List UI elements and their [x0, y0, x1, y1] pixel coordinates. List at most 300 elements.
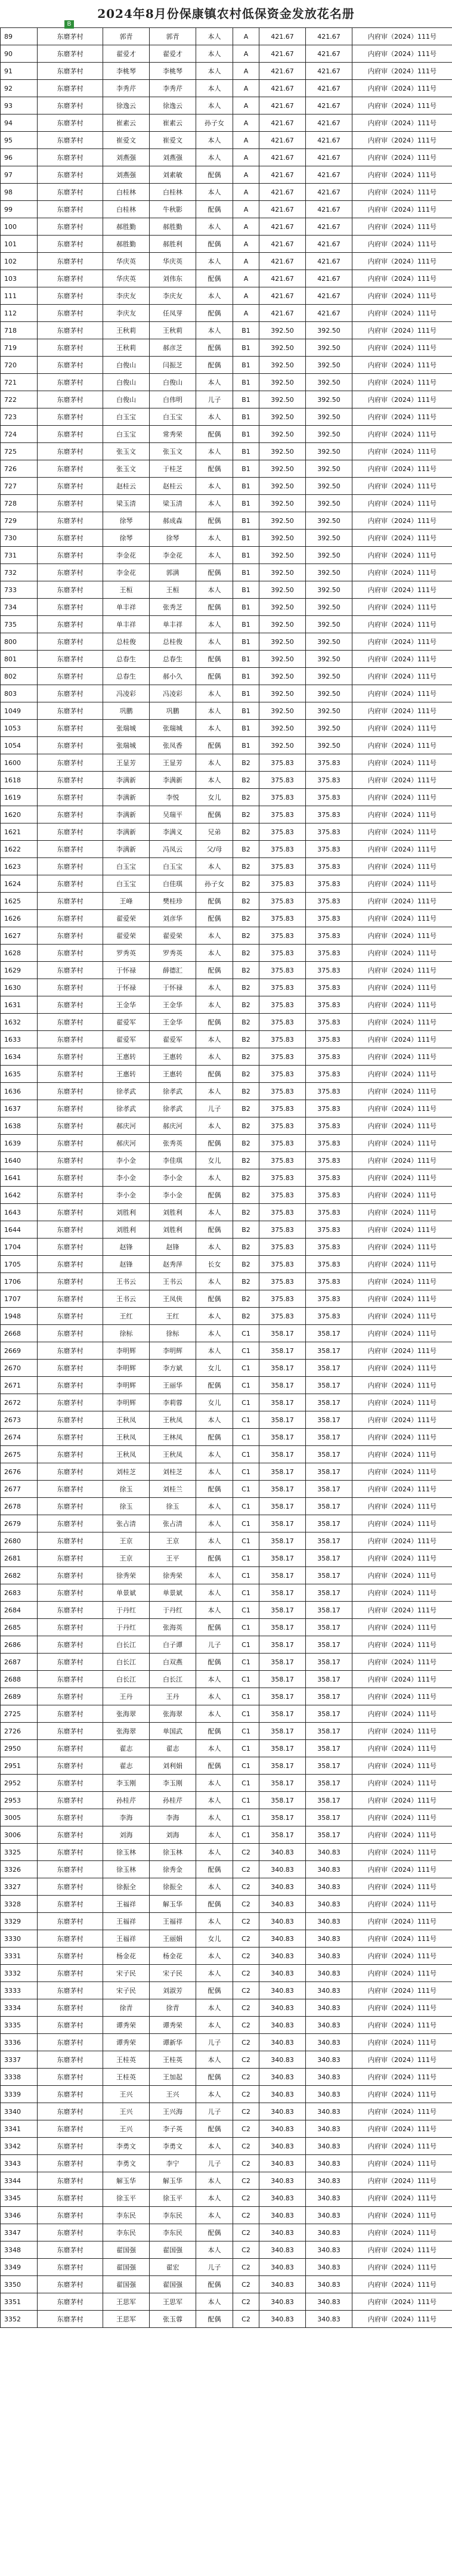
relation-cell: 本人	[196, 80, 233, 97]
table-row	[1, 1117, 452, 1135]
table-row	[1, 1411, 452, 1429]
standard-amount-cell: 392.50	[259, 408, 306, 426]
relation-cell: 配偶	[196, 1221, 233, 1239]
household-head-cell: 翟国强	[103, 2276, 150, 2293]
serial-number-cell: 2726	[1, 1723, 38, 1740]
paid-amount-cell: 340.83	[306, 2311, 352, 2328]
member-name-cell: 常秀荣	[150, 426, 196, 443]
table-row	[1, 201, 452, 218]
household-head-cell: 张瑞城	[103, 720, 150, 737]
serial-number-cell: 103	[1, 270, 38, 287]
member-name-cell: 李玉刚	[150, 1775, 196, 1792]
category-cell: C2	[233, 2241, 259, 2259]
village-cell: 东磨茅村	[38, 149, 103, 166]
village-cell: 东磨茅村	[38, 2293, 103, 2311]
standard-amount-cell: 340.83	[259, 2103, 306, 2120]
household-head-cell: 徐玉林	[103, 1861, 150, 1878]
relation-cell: 配偶	[196, 806, 233, 823]
village-cell: 东磨茅村	[38, 1481, 103, 1498]
standard-amount-cell: 375.83	[259, 1308, 306, 1325]
table-row	[1, 1654, 452, 1671]
approval-doc-cell: 内府审（2024）111号	[352, 1083, 452, 1100]
serial-number-cell: 2680	[1, 1532, 38, 1550]
relation-cell: 配偶	[196, 339, 233, 357]
serial-number-cell: 2683	[1, 1584, 38, 1602]
approval-doc-cell: 内府审（2024）111号	[352, 63, 452, 80]
standard-amount-cell: 421.67	[259, 149, 306, 166]
standard-amount-cell: 340.83	[259, 2293, 306, 2311]
approval-doc-cell: 内府审（2024）111号	[352, 2293, 452, 2311]
serial-number-cell: 1704	[1, 1239, 38, 1256]
relation-cell: 本人	[196, 772, 233, 789]
member-name-cell: 张玉蓉	[150, 2311, 196, 2328]
category-cell: B1	[233, 651, 259, 668]
household-head-cell: 李满新	[103, 789, 150, 806]
village-cell: 东磨茅村	[38, 910, 103, 927]
standard-amount-cell: 340.83	[259, 2138, 306, 2155]
serial-number-cell: 1634	[1, 1048, 38, 1066]
category-cell: B1	[233, 737, 259, 754]
paid-amount-cell: 358.17	[306, 1826, 352, 1844]
paid-amount-cell: 421.67	[306, 305, 352, 322]
serial-number-cell: 2671	[1, 1377, 38, 1394]
serial-number-cell: 3348	[1, 2241, 38, 2259]
relation-cell: 本人	[196, 2190, 233, 2207]
village-cell: 东磨茅村	[38, 201, 103, 218]
village-cell: 东磨茅村	[38, 1446, 103, 1463]
standard-amount-cell: 392.50	[259, 357, 306, 374]
village-cell: 东磨茅村	[38, 97, 103, 114]
category-cell: B2	[233, 1152, 259, 1169]
paid-amount-cell: 375.83	[306, 910, 352, 927]
serial-number-cell: 800	[1, 633, 38, 651]
member-name-cell: 王丹	[150, 1688, 196, 1705]
village-cell: 东磨茅村	[38, 1948, 103, 1965]
table-row	[1, 720, 452, 737]
paid-amount-cell: 421.67	[306, 149, 352, 166]
relation-cell: 本人	[196, 1792, 233, 1809]
category-cell: B1	[233, 495, 259, 512]
standard-amount-cell: 375.83	[259, 1290, 306, 1308]
table-row	[1, 754, 452, 772]
member-name-cell: 张占清	[150, 1515, 196, 1532]
village-cell: 东磨茅村	[38, 1999, 103, 2017]
paid-amount-cell: 375.83	[306, 754, 352, 772]
approval-doc-cell: 内府审（2024）111号	[352, 2086, 452, 2103]
serial-number-cell: 2951	[1, 1757, 38, 1775]
paid-amount-cell: 421.67	[306, 28, 352, 45]
member-name-cell: 徐玉平	[150, 2190, 196, 2207]
standard-amount-cell: 358.17	[259, 1671, 306, 1688]
village-cell: 东磨茅村	[38, 1705, 103, 1723]
relation-cell: 本人	[196, 149, 233, 166]
relation-cell: 女儿	[196, 1152, 233, 1169]
approval-doc-cell: 内府审（2024）111号	[352, 2311, 452, 2328]
approval-doc-cell: 内府审（2024）111号	[352, 1187, 452, 1204]
standard-amount-cell: 392.50	[259, 322, 306, 339]
table-row	[1, 1394, 452, 1411]
category-cell: B2	[233, 1308, 259, 1325]
village-cell: 东磨茅村	[38, 1014, 103, 1031]
table-row	[1, 1550, 452, 1567]
village-cell: 东磨茅村	[38, 2207, 103, 2224]
household-head-cell: 李小金	[103, 1169, 150, 1187]
approval-doc-cell: 内府审（2024）111号	[352, 166, 452, 184]
approval-doc-cell: 内府审（2024）111号	[352, 97, 452, 114]
standard-amount-cell: 358.17	[259, 1567, 306, 1584]
household-head-cell: 王桂英	[103, 2069, 150, 2086]
village-cell: 东磨茅村	[38, 685, 103, 702]
serial-number-cell: 112	[1, 305, 38, 322]
table-row	[1, 1221, 452, 1239]
table-row	[1, 962, 452, 979]
table-row	[1, 1014, 452, 1031]
serial-number-cell: 1619	[1, 789, 38, 806]
table-row	[1, 945, 452, 962]
standard-amount-cell: 358.17	[259, 1688, 306, 1705]
approval-doc-cell: 内府审（2024）111号	[352, 1239, 452, 1256]
relation-cell: 儿子	[196, 2034, 233, 2051]
household-head-cell: 刘胜利	[103, 1204, 150, 1221]
serial-number-cell: 1600	[1, 754, 38, 772]
household-head-cell: 翟志	[103, 1757, 150, 1775]
serial-number-cell: 2669	[1, 1342, 38, 1360]
village-cell: 东磨茅村	[38, 1325, 103, 1342]
standard-amount-cell: 392.50	[259, 530, 306, 547]
paid-amount-cell: 340.83	[306, 1930, 352, 1948]
table-row	[1, 2241, 452, 2259]
standard-amount-cell: 358.17	[259, 1826, 306, 1844]
household-head-cell: 崔素云	[103, 114, 150, 132]
category-cell: B1	[233, 668, 259, 685]
serial-number-cell: 1639	[1, 1135, 38, 1152]
household-head-cell: 李庆友	[103, 287, 150, 305]
village-cell: 东磨茅村	[38, 1602, 103, 1619]
village-cell: 东磨茅村	[38, 253, 103, 270]
standard-amount-cell: 358.17	[259, 1705, 306, 1723]
member-name-cell: 徐逸云	[150, 97, 196, 114]
standard-amount-cell: 375.83	[259, 1187, 306, 1204]
relation-cell: 本人	[196, 547, 233, 564]
member-name-cell: 徐秀金	[150, 1861, 196, 1878]
serial-number-cell: 1629	[1, 962, 38, 979]
serial-number-cell: 1626	[1, 910, 38, 927]
village-cell: 东磨茅村	[38, 1844, 103, 1861]
approval-doc-cell: 内府审（2024）111号	[352, 1308, 452, 1325]
household-head-cell: 郝胜勤	[103, 218, 150, 236]
village-cell: 东磨茅村	[38, 633, 103, 651]
category-cell: A	[233, 270, 259, 287]
table-row	[1, 408, 452, 426]
table-row	[1, 1083, 452, 1100]
table-row	[1, 1135, 452, 1152]
paid-amount-cell: 375.83	[306, 1204, 352, 1221]
relation-cell: 父/母	[196, 841, 233, 858]
paid-amount-cell: 392.50	[306, 564, 352, 581]
category-cell: C2	[233, 1965, 259, 1982]
relation-cell: 本人	[196, 979, 233, 996]
category-cell: C2	[233, 2276, 259, 2293]
member-name-cell: 任凤芽	[150, 305, 196, 322]
category-cell: B2	[233, 806, 259, 823]
village-cell: 东磨茅村	[38, 478, 103, 495]
table-row	[1, 927, 452, 945]
household-head-cell: 梁玉清	[103, 495, 150, 512]
household-head-cell: 总春生	[103, 651, 150, 668]
member-name-cell: 王秋凤	[150, 1411, 196, 1429]
household-head-cell: 于丹红	[103, 1619, 150, 1636]
household-head-cell: 王书云	[103, 1290, 150, 1308]
category-cell: C1	[233, 1602, 259, 1619]
village-cell: 东磨茅村	[38, 2224, 103, 2241]
category-cell: B1	[233, 530, 259, 547]
paid-amount-cell: 340.83	[306, 2241, 352, 2259]
member-name-cell: 李东民	[150, 2224, 196, 2241]
household-head-cell: 宋子民	[103, 1965, 150, 1982]
relation-cell: 本人	[196, 702, 233, 720]
paid-amount-cell: 375.83	[306, 1290, 352, 1308]
household-head-cell: 李勇文	[103, 2155, 150, 2172]
member-name-cell: 李明辉	[150, 1342, 196, 1360]
member-name-cell: 白双燕	[150, 1654, 196, 1671]
standard-amount-cell: 421.67	[259, 132, 306, 149]
approval-doc-cell: 内府审（2024）111号	[352, 1550, 452, 1567]
paid-amount-cell: 358.17	[306, 1360, 352, 1377]
paid-amount-cell: 358.17	[306, 1584, 352, 1602]
member-name-cell: 刘海	[150, 1826, 196, 1844]
paid-amount-cell: 392.50	[306, 322, 352, 339]
table-row	[1, 789, 452, 806]
member-name-cell: 李桃琴	[150, 63, 196, 80]
table-row	[1, 166, 452, 184]
member-name-cell: 王加起	[150, 2069, 196, 2086]
category-cell: C1	[233, 1342, 259, 1360]
category-cell: C1	[233, 1394, 259, 1411]
household-head-cell: 王金华	[103, 996, 150, 1014]
standard-amount-cell: 375.83	[259, 841, 306, 858]
table-row	[1, 1290, 452, 1308]
member-name-cell: 单国武	[150, 1723, 196, 1740]
serial-number-cell: 729	[1, 512, 38, 530]
relation-cell: 配偶	[196, 512, 233, 530]
paid-amount-cell: 421.67	[306, 270, 352, 287]
village-cell: 东磨茅村	[38, 1584, 103, 1602]
category-cell: C2	[233, 2069, 259, 2086]
table-row	[1, 841, 452, 858]
relation-cell: 本人	[196, 1740, 233, 1757]
village-cell: 东磨茅村	[38, 28, 103, 45]
relation-cell: 本人	[196, 1965, 233, 1982]
relation-cell: 配偶	[196, 651, 233, 668]
approval-doc-cell: 内府审（2024）111号	[352, 910, 452, 927]
village-cell: 东磨茅村	[38, 80, 103, 97]
relation-cell: 配偶	[196, 1654, 233, 1671]
table-row	[1, 858, 452, 875]
table-row	[1, 1446, 452, 1463]
paid-amount-cell: 392.50	[306, 408, 352, 426]
category-cell: B2	[233, 823, 259, 841]
standard-amount-cell: 421.67	[259, 184, 306, 201]
paid-amount-cell: 375.83	[306, 1083, 352, 1100]
village-cell: 东磨茅村	[38, 322, 103, 339]
category-cell: A	[233, 97, 259, 114]
member-name-cell: 薛德汇	[150, 962, 196, 979]
member-name-cell: 李满新	[150, 772, 196, 789]
standard-amount-cell: 392.50	[259, 512, 306, 530]
member-name-cell: 徐玉林	[150, 1844, 196, 1861]
serial-number-cell: 2678	[1, 1498, 38, 1515]
household-head-cell: 巩鹏	[103, 702, 150, 720]
household-head-cell: 徐琴	[103, 512, 150, 530]
serial-number-cell: 1630	[1, 979, 38, 996]
approval-doc-cell: 内府审（2024）111号	[352, 979, 452, 996]
village-cell: 东磨茅村	[38, 1775, 103, 1792]
paid-amount-cell: 421.67	[306, 201, 352, 218]
village-cell: 东磨茅村	[38, 1048, 103, 1066]
approval-doc-cell: 内府审（2024）111号	[352, 460, 452, 478]
member-name-cell: 冯凌彩	[150, 685, 196, 702]
table-row	[1, 1256, 452, 1273]
approval-doc-cell: 内府审（2024）111号	[352, 149, 452, 166]
standard-amount-cell: 421.67	[259, 166, 306, 184]
village-cell: 东磨茅村	[38, 1100, 103, 1117]
category-cell: C2	[233, 2138, 259, 2155]
serial-number-cell: 3339	[1, 2086, 38, 2103]
village-cell: 东磨茅村	[38, 512, 103, 530]
serial-number-cell: 1707	[1, 1290, 38, 1308]
relation-cell: 配偶	[196, 2276, 233, 2293]
village-cell: 东磨茅村	[38, 1117, 103, 1135]
paid-amount-cell: 340.83	[306, 2276, 352, 2293]
serial-number-cell: 727	[1, 478, 38, 495]
member-name-cell: 徐青	[150, 1999, 196, 2017]
standard-amount-cell: 392.50	[259, 720, 306, 737]
serial-number-cell: 1623	[1, 858, 38, 875]
relation-cell: 女儿	[196, 789, 233, 806]
serial-number-cell: 2675	[1, 1446, 38, 1463]
paid-amount-cell: 421.67	[306, 236, 352, 253]
approval-doc-cell: 内府审（2024）111号	[352, 737, 452, 754]
standard-amount-cell: 358.17	[259, 1809, 306, 1826]
standard-amount-cell: 375.83	[259, 893, 306, 910]
approval-doc-cell: 内府审（2024）111号	[352, 1515, 452, 1532]
approval-doc-cell: 内府审（2024）111号	[352, 1671, 452, 1688]
household-head-cell: 李满新	[103, 806, 150, 823]
approval-doc-cell: 内府审（2024）111号	[352, 478, 452, 495]
household-head-cell: 刘胜利	[103, 1221, 150, 1239]
paid-amount-cell: 358.17	[306, 1809, 352, 1826]
standard-amount-cell: 375.83	[259, 1169, 306, 1187]
serial-number-cell: 1053	[1, 720, 38, 737]
table-row	[1, 1688, 452, 1705]
standard-amount-cell: 358.17	[259, 1463, 306, 1481]
member-name-cell: 李小金	[150, 1187, 196, 1204]
serial-number-cell: 3335	[1, 2017, 38, 2034]
table-row	[1, 599, 452, 616]
paid-amount-cell: 421.67	[306, 45, 352, 63]
serial-number-cell: 100	[1, 218, 38, 236]
member-name-cell: 巩鹏	[150, 702, 196, 720]
standard-amount-cell: 375.83	[259, 1048, 306, 1066]
category-cell: B2	[233, 893, 259, 910]
relation-cell: 本人	[196, 1688, 233, 1705]
paid-amount-cell: 340.83	[306, 2207, 352, 2224]
village-cell: 东磨茅村	[38, 1757, 103, 1775]
approval-doc-cell: 内府审（2024）111号	[352, 1602, 452, 1619]
standard-amount-cell: 375.83	[259, 806, 306, 823]
approval-doc-cell: 内府审（2024）111号	[352, 1965, 452, 1982]
category-cell: B2	[233, 1014, 259, 1031]
member-name-cell: 李勇文	[150, 2138, 196, 2155]
table-row	[1, 2293, 452, 2311]
serial-number-cell: 1706	[1, 1273, 38, 1290]
relation-cell: 儿子	[196, 1636, 233, 1654]
approval-doc-cell: 内府审（2024）111号	[352, 858, 452, 875]
approval-doc-cell: 内府审（2024）111号	[352, 80, 452, 97]
household-head-cell: 刘燕强	[103, 149, 150, 166]
approval-doc-cell: 内府审（2024）111号	[352, 1325, 452, 1342]
household-head-cell: 张海翠	[103, 1723, 150, 1740]
relation-cell: 本人	[196, 1169, 233, 1187]
paid-amount-cell: 375.83	[306, 1031, 352, 1048]
relation-cell: 本人	[196, 1083, 233, 1100]
table-row	[1, 1723, 452, 1740]
standard-amount-cell: 358.17	[259, 1532, 306, 1550]
serial-number-cell: 724	[1, 426, 38, 443]
category-cell: B1	[233, 322, 259, 339]
approval-doc-cell: 内府审（2024）111号	[352, 1792, 452, 1809]
serial-number-cell: 1632	[1, 1014, 38, 1031]
standard-amount-cell: 340.83	[259, 1878, 306, 1896]
relation-cell: 本人	[196, 1844, 233, 1861]
standard-amount-cell: 375.83	[259, 910, 306, 927]
standard-amount-cell: 340.83	[259, 2017, 306, 2034]
household-head-cell: 崔爱文	[103, 132, 150, 149]
household-head-cell: 赵锋	[103, 1239, 150, 1256]
member-name-cell: 于丹红	[150, 1602, 196, 1619]
village-cell: 东磨茅村	[38, 1463, 103, 1481]
relation-cell: 本人	[196, 754, 233, 772]
standard-amount-cell: 358.17	[259, 1740, 306, 1757]
standard-amount-cell: 392.50	[259, 547, 306, 564]
paid-amount-cell: 375.83	[306, 858, 352, 875]
standard-amount-cell: 358.17	[259, 1342, 306, 1360]
paid-amount-cell: 392.50	[306, 426, 352, 443]
member-name-cell: 王思军	[150, 2293, 196, 2311]
approval-doc-cell: 内府审（2024）111号	[352, 201, 452, 218]
relation-cell: 本人	[196, 2207, 233, 2224]
member-name-cell: 刘利娟	[150, 1757, 196, 1775]
village-cell: 东磨茅村	[38, 1169, 103, 1187]
standard-amount-cell: 340.83	[259, 2155, 306, 2172]
serial-number-cell: 1948	[1, 1308, 38, 1325]
serial-number-cell: 2686	[1, 1636, 38, 1654]
relation-cell: 本人	[196, 28, 233, 45]
serial-number-cell: 3347	[1, 2224, 38, 2241]
household-head-cell: 赵桂云	[103, 478, 150, 495]
approval-doc-cell: 内府审（2024）111号	[352, 2276, 452, 2293]
paid-amount-cell: 340.83	[306, 2224, 352, 2241]
village-cell: 东磨茅村	[38, 1532, 103, 1550]
table-row	[1, 1498, 452, 1515]
approval-doc-cell: 内府审（2024）111号	[352, 530, 452, 547]
table-row	[1, 45, 452, 63]
approval-doc-cell: 内府审（2024）111号	[352, 2069, 452, 2086]
approval-doc-cell: 内府审（2024）111号	[352, 1066, 452, 1083]
standard-amount-cell: 421.67	[259, 253, 306, 270]
table-row	[1, 1152, 452, 1169]
paid-amount-cell: 340.83	[306, 2172, 352, 2190]
